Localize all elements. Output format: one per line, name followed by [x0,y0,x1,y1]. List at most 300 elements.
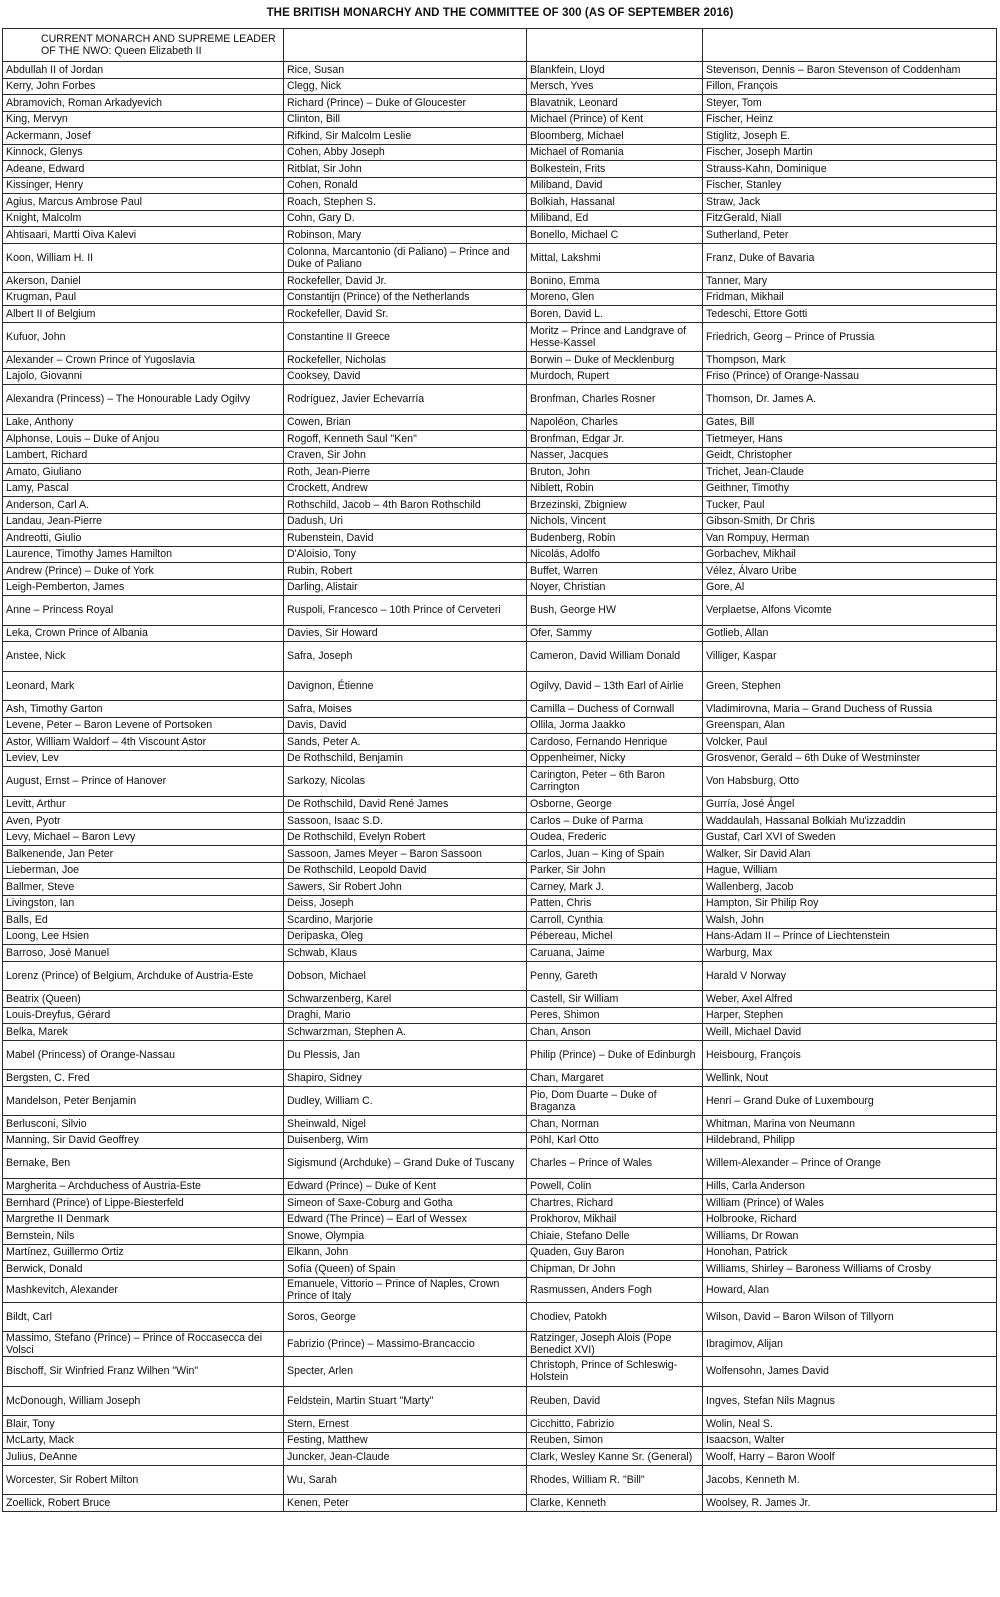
table-cell: Edward (The Prince) – Earl of Wessex [284,1211,527,1228]
table-cell: Rodríguez, Javier Echevarría [284,385,527,415]
table-cell: Balls, Ed [3,912,284,929]
table-cell: Oudea, Frederic [527,829,703,846]
table-cell: Blankfein, Lloyd [527,62,703,79]
table-cell: Amato, Giuliano [3,464,284,481]
table-cell: D'Aloisio, Tony [284,546,527,563]
table-cell: Carington, Peter – 6th Baron Carrington [527,767,703,797]
table-cell: Fischer, Heinz [703,111,997,128]
table-cell: Andreotti, Giulio [3,530,284,547]
table-cell: Bernstein, Nils [3,1228,284,1245]
table-cell: Louis-Dreyfus, Gérard [3,1007,284,1024]
table-row [3,464,997,481]
table-cell: Weill, Michael David [703,1024,997,1041]
table-cell: Greenspan, Alan [703,717,997,734]
table-cell: Duisenberg, Wim [284,1132,527,1149]
table-cell: De Rothschild, Leopold David [284,862,527,879]
table-cell: Isaacson, Walter [703,1432,997,1449]
table-cell: Gurría, José Ángel [703,796,997,813]
table-cell: Astor, William Waldorf – 4th Viscount Astor [3,734,284,751]
table-cell: Weber, Axel Alfred [703,991,997,1008]
table-row [3,306,997,323]
table-cell: Rubenstein, David [284,530,527,547]
table-cell: Bernhard (Prince) of Lippe-Biesterfeld [3,1195,284,1212]
table-cell: Crockett, Andrew [284,480,527,497]
table-cell: Rockefeller, David Jr. [284,273,527,290]
table-cell: Mandelson, Peter Benjamin [3,1086,284,1116]
table-cell: Dudley, William C. [284,1086,527,1116]
table-cell: Schwab, Klaus [284,945,527,962]
table-cell: Specter, Arlen [284,1357,527,1387]
table-cell: Oppenheimer, Nicky [527,750,703,767]
table-row [3,796,997,813]
table-cell: Peres, Shimon [527,1007,703,1024]
table-cell: Heisbourg, François [703,1040,997,1070]
table-cell: Christoph, Prince of Schleswig-Holstein [527,1357,703,1387]
table-cell: Dadush, Uri [284,513,527,530]
table-cell: Vélez, Álvaro Uribe [703,563,997,580]
table-cell: Wolfensohn, James David [703,1357,997,1387]
table-cell: Clark, Wesley Kanne Sr. (General) [527,1449,703,1466]
table-cell: Anne – Princess Royal [3,596,284,626]
table-cell: Bernake, Ben [3,1149,284,1179]
table-cell: Michael (Prince) of Kent [527,111,703,128]
table-cell: Howard, Alan [703,1277,997,1302]
table-cell: Osborne, George [527,796,703,813]
table-cell: Cohen, Abby Joseph [284,144,527,161]
table-cell: Tanner, Mary [703,273,997,290]
table-cell: Ruspoli, Francesco – 10th Prince of Cerveteri [284,596,527,626]
table-cell: Honohan, Patrick [703,1244,997,1261]
table-cell: Friedrich, Georg – Prince of Prussia [703,322,997,352]
table-cell: Bloomberg, Michael [527,128,703,145]
table-cell: Pöhl, Karl Otto [527,1132,703,1149]
table-cell: Henri – Grand Duke of Luxembourg [703,1086,997,1116]
table-cell: Chodiev, Patokh [527,1302,703,1332]
table-cell: Ahtisaari, Martti Oiva Kalevi [3,227,284,244]
table-cell: Adeane, Edward [3,161,284,178]
table-row [3,1024,997,1041]
table-cell: Sheinwald, Nigel [284,1116,527,1133]
table-cell: Margherita – Archduchess of Austria-Este [3,1178,284,1195]
table-cell: Michael of Romania [527,144,703,161]
table-cell: Thomson, Dr. James A. [703,385,997,415]
table-cell: Harald V Norway [703,961,997,991]
table-cell: Brzezinski, Zbigniew [527,497,703,514]
table-cell: Chan, Anson [527,1024,703,1041]
table-cell: Steyer, Tom [703,95,997,112]
table-cell: Ritblat, Sir John [284,161,527,178]
table-cell: Gorbachev, Mikhail [703,546,997,563]
table-row [3,1228,997,1245]
table-cell: Colonna, Marcantonio (di Paliano) – Prince and Duke of Paliano [284,243,527,273]
table-row [3,128,997,145]
table-cell: Massimo, Stefano (Prince) – Prince of Roccasecca dei Volsci [3,1332,284,1357]
table-row [3,1116,997,1133]
table-cell: Geithner, Timothy [703,480,997,497]
table-cell: Patten, Chris [527,895,703,912]
table-cell: Balkenende, Jan Peter [3,846,284,863]
table-cell: Hans-Adam II – Prince of Liechtenstein [703,928,997,945]
table-cell: Roth, Jean-Pierre [284,464,527,481]
table-cell: Fabrizio (Prince) – Massimo-Brancaccio [284,1332,527,1357]
table-cell: De Rothschild, Benjamin [284,750,527,767]
members-table-body [3,29,997,1512]
table-row [3,78,997,95]
table-row [3,991,997,1008]
table-row [3,1277,997,1302]
table-cell: Chartres, Richard [527,1195,703,1212]
table-cell: Anstee, Nick [3,642,284,672]
document-title: THE BRITISH MONARCHY AND THE COMMITTEE OF 300 (AS OF SEPTEMBER 2016) [266,7,734,19]
table-cell: Bronfman, Edgar Jr. [527,431,703,448]
table-cell: Abramovich, Roman Arkadyevich [3,95,284,112]
table-cell: Mersch, Yves [527,78,703,95]
table-cell: Tietmeyer, Hans [703,431,997,448]
table-row [3,1149,997,1179]
table-cell: Simeon of Saxe-Coburg and Gotha [284,1195,527,1212]
table-cell: Shapiro, Sidney [284,1070,527,1087]
table-cell: Bergsten, C. Fred [3,1070,284,1087]
table-cell: Mashkevitch, Alexander [3,1277,284,1302]
table-row [3,625,997,642]
table-cell: Levy, Michael – Baron Levy [3,829,284,846]
table-cell: Bonello, Michael C [527,227,703,244]
table-cell: Rockefeller, David Sr. [284,306,527,323]
table-cell: Tedeschi, Ettore Gotti [703,306,997,323]
table-cell: Davies, Sir Howard [284,625,527,642]
table-row [3,895,997,912]
table-cell: Pio, Dom Duarte – Duke of Braganza [527,1086,703,1116]
table-cell: Bush, George HW [527,596,703,626]
table-cell: Fischer, Stanley [703,177,997,194]
table-cell: Ollila, Jorma Jaakko [527,717,703,734]
table-cell: Cameron, David William Donald [527,642,703,672]
table-cell: Draghi, Mario [284,1007,527,1024]
table-row [3,1086,997,1116]
table-cell: Soros, George [284,1302,527,1332]
table-cell: August, Ernst – Prince of Hanover [3,767,284,797]
table-cell: Carney, Mark J. [527,879,703,896]
table-cell: Sutherland, Peter [703,227,997,244]
table-row [3,95,997,112]
table-cell: Davignon, Étienne [284,671,527,701]
table-cell: Sawers, Sir Robert John [284,879,527,896]
table-row [3,563,997,580]
table-cell: Gates, Bill [703,414,997,431]
table-cell: Pébereau, Michel [527,928,703,945]
table-row [3,447,997,464]
table-cell: Landau, Jean-Pierre [3,513,284,530]
table-cell: Koon, William H. II [3,243,284,273]
table-cell: Carlos – Duke of Parma [527,813,703,830]
table-cell: Walker, Sir David Alan [703,846,997,863]
table-cell: Leigh-Pemberton, James [3,579,284,596]
table-cell: Berwick, Donald [3,1261,284,1278]
table-cell: Edward (Prince) – Duke of Kent [284,1178,527,1195]
header-empty-cell [703,29,997,62]
table-cell: Clegg, Nick [284,78,527,95]
table-row [3,862,997,879]
table-cell: Whitman, Marina von Neumann [703,1116,997,1133]
table-cell: Parker, Sir John [527,862,703,879]
table-row [3,227,997,244]
table-cell: Ratzinger, Joseph Alois (Pope Benedict XVI) [527,1332,703,1357]
table-cell: Moreno, Glen [527,289,703,306]
table-row [3,928,997,945]
table-cell: Martínez, Guillermo Ortiz [3,1244,284,1261]
table-row [3,1261,997,1278]
table-row [3,596,997,626]
table-cell: Rhodes, William R. "Bill" [527,1465,703,1495]
table-cell: Jacobs, Kenneth M. [703,1465,997,1495]
table-cell: De Rothschild, Evelyn Robert [284,829,527,846]
table-row [3,579,997,596]
table-row [3,1195,997,1212]
table-cell: Worcester, Sir Robert Milton [3,1465,284,1495]
table-cell: Green, Stephen [703,671,997,701]
table-row [3,717,997,734]
table-cell: Kenen, Peter [284,1495,527,1512]
table-cell: Chipman, Dr John [527,1261,703,1278]
table-cell: Zoellick, Robert Bruce [3,1495,284,1512]
table-cell: Bruton, John [527,464,703,481]
table-row [3,289,997,306]
table-row [3,546,997,563]
table-cell: Hills, Carla Anderson [703,1178,997,1195]
table-cell: Margrethe II Denmark [3,1211,284,1228]
table-cell: Blavatnik, Leonard [527,95,703,112]
members-table [2,28,997,1512]
table-cell: Carroll, Cynthia [527,912,703,929]
table-cell: McLarty, Mack [3,1432,284,1449]
table-cell: Miliband, Ed [527,210,703,227]
table-row [3,161,997,178]
table-cell: Thompson, Mark [703,352,997,369]
table-cell: Emanuele, Vittorio – Prince of Naples, Crown Prince of Italy [284,1277,527,1302]
table-cell: Charles – Prince of Wales [527,1149,703,1179]
table-cell: Napoléon, Charles [527,414,703,431]
table-cell: Darling, Alistair [284,579,527,596]
table-row [3,1211,997,1228]
table-cell: Ofer, Sammy [527,625,703,642]
table-cell: Kissinger, Henry [3,177,284,194]
table-cell: Robinson, Mary [284,227,527,244]
table-cell: Noyer, Christian [527,579,703,596]
table-row [3,767,997,797]
table-cell: Castell, Sir William [527,991,703,1008]
table-cell: Sands, Peter A. [284,734,527,751]
table-cell: De Rothschild, David René James [284,796,527,813]
table-row [3,879,997,896]
table-cell: Ogilvy, David – 13th Earl of Airlie [527,671,703,701]
table-cell: Williams, Dr Rowan [703,1228,997,1245]
table-cell: Hague, William [703,862,997,879]
table-row [3,1449,997,1466]
table-cell: Hampton, Sir Philip Roy [703,895,997,912]
table-cell: Reuben, Simon [527,1432,703,1449]
table-cell: Lieberman, Joe [3,862,284,879]
table-cell: Laurence, Timothy James Hamilton [3,546,284,563]
table-cell: Willem-Alexander – Prince of Orange [703,1149,997,1179]
table-cell: Borwin – Duke of Mecklenburg [527,352,703,369]
table-cell: Philip (Prince) – Duke of Edinburgh [527,1040,703,1070]
table-row [3,111,997,128]
table-cell: Sassoon, Isaac S.D. [284,813,527,830]
table-cell: Ballmer, Steve [3,879,284,896]
table-cell: Strauss-Kahn, Dominique [703,161,997,178]
table-row [3,194,997,211]
table-cell: Krugman, Paul [3,289,284,306]
table-cell: Franz, Duke of Bavaria [703,243,997,273]
table-cell: Cohn, Gary D. [284,210,527,227]
table-cell: Murdoch, Rupert [527,368,703,385]
table-cell: Leonard, Mark [3,671,284,701]
table-cell: Tucker, Paul [703,497,997,514]
table-cell: Du Plessis, Jan [284,1040,527,1070]
table-cell: Belka, Marek [3,1024,284,1041]
table-row [3,912,997,929]
table-cell: Festing, Matthew [284,1432,527,1449]
table-cell: Kerry, John Forbes [3,78,284,95]
table-cell: Sassoon, James Meyer – Baron Sassoon [284,846,527,863]
table-cell: Chan, Margaret [527,1070,703,1087]
table-cell: Barroso, José Manuel [3,945,284,962]
table-cell: Gotlieb, Allan [703,625,997,642]
table-cell: Andrew (Prince) – Duke of York [3,563,284,580]
table-cell: Trichet, Jean-Claude [703,464,997,481]
table-cell: Rice, Susan [284,62,527,79]
table-cell: FitzGerald, Niall [703,210,997,227]
table-row [3,829,997,846]
table-cell: Leka, Crown Prince of Albania [3,625,284,642]
table-cell: Rothschild, Jacob – 4th Baron Rothschild [284,497,527,514]
table-row [3,1495,997,1512]
table-cell: Camilla – Duchess of Cornwall [527,701,703,718]
table-cell: Rogoff, Kenneth Saul "Ken" [284,431,527,448]
table-cell: Aven, Pyotr [3,813,284,830]
table-row [3,734,997,751]
table-cell: Lajolo, Giovanni [3,368,284,385]
table-cell: Ackermann, Josef [3,128,284,145]
table-cell: Schwarzenberg, Karel [284,991,527,1008]
table-cell: Woolf, Harry – Baron Woolf [703,1449,997,1466]
table-cell: Manning, Sir David Geoffrey [3,1132,284,1149]
table-row [3,642,997,672]
table-cell: Straw, Jack [703,194,997,211]
table-cell: Levene, Peter – Baron Levene of Portsoken [3,717,284,734]
table-row [3,1040,997,1070]
table-cell: Caruana, Jaime [527,945,703,962]
table-row [3,513,997,530]
table-row [3,961,997,991]
table-cell: Ingves, Stefan Nils Magnus [703,1386,997,1416]
table-cell: Woolsey, R. James Jr. [703,1495,997,1512]
table-row [3,846,997,863]
table-row [3,368,997,385]
table-cell: Cooksey, David [284,368,527,385]
table-cell: Constantine II Greece [284,322,527,352]
table-cell: Sofía (Queen) of Spain [284,1261,527,1278]
table-cell: Beatrix (Queen) [3,991,284,1008]
table-cell: Wellink, Nout [703,1070,997,1087]
table-row [3,144,997,161]
table-cell: Fridman, Mikhail [703,289,997,306]
table-cell: McDonough, William Joseph [3,1386,284,1416]
table-cell: Cohen, Ronald [284,177,527,194]
table-cell: Rasmussen, Anders Fogh [527,1277,703,1302]
table-cell: Sarkozy, Nicolas [284,767,527,797]
table-cell: Loong, Lee Hsien [3,928,284,945]
table-cell: Kinnock, Glenys [3,144,284,161]
table-cell: Safra, Moises [284,701,527,718]
table-cell: Lorenz (Prince) of Belgium, Archduke of Austria-Este [3,961,284,991]
table-cell: Wu, Sarah [284,1465,527,1495]
table-cell: Gore, Al [703,579,997,596]
table-cell: Alexandra (Princess) – The Honourable Lady Ogilvy [3,385,284,415]
header-empty-cell [527,29,703,62]
table-cell: Van Rompuy, Herman [703,530,997,547]
table-cell: Boren, David L. [527,306,703,323]
table-cell: Prokhorov, Mikhail [527,1211,703,1228]
table-cell: Vladimirovna, Maria – Grand Duchess of Russia [703,701,997,718]
table-cell: Verplaetse, Alfons Vicomte [703,596,997,626]
table-cell: Clinton, Bill [284,111,527,128]
table-cell: Rifkind, Sir Malcolm Leslie [284,128,527,145]
table-row [3,322,997,352]
table-cell: Geidt, Christopher [703,447,997,464]
table-cell: Levitt, Arthur [3,796,284,813]
table-cell: Walsh, John [703,912,997,929]
table-cell: Feldstein, Martin Stuart "Marty" [284,1386,527,1416]
table-cell: Villiger, Kaspar [703,642,997,672]
table-row [3,62,997,79]
table-cell: Clarke, Kenneth [527,1495,703,1512]
table-cell: Bolkestein, Frits [527,161,703,178]
table-cell: Nicolás, Adolfo [527,546,703,563]
table-cell: Cicchitto, Fabrizio [527,1416,703,1433]
table-row [3,273,997,290]
table-cell: Schwarzman, Stephen A. [284,1024,527,1041]
table-cell: Budenberg, Robin [527,530,703,547]
table-cell: Bronfman, Charles Rosner [527,385,703,415]
table-row [3,1386,997,1416]
table-cell: Ibragimov, Alijan [703,1332,997,1357]
table-row [3,1070,997,1087]
table-cell: Fischer, Joseph Martin [703,144,997,161]
table-cell: Deripaska, Oleg [284,928,527,945]
table-row [3,701,997,718]
table-cell: Cowen, Brian [284,414,527,431]
table-cell: Quaden, Guy Baron [527,1244,703,1261]
table-row [3,352,997,369]
table-row [3,1244,997,1261]
table-cell: Elkann, John [284,1244,527,1261]
table-cell: Lambert, Richard [3,447,284,464]
table-cell: Carlos, Juan – King of Spain [527,846,703,863]
table-cell: Harper, Stephen [703,1007,997,1024]
table-cell: Deiss, Joseph [284,895,527,912]
table-cell: Davis, David [284,717,527,734]
table-row [3,480,997,497]
table-cell: Cardoso, Fernando Henrique [527,734,703,751]
table-row [3,530,997,547]
table-cell: Penny, Gareth [527,961,703,991]
table-cell: Nichols, Vincent [527,513,703,530]
table-cell: Lamy, Pascal [3,480,284,497]
table-cell: Lake, Anthony [3,414,284,431]
table-cell: Dobson, Michael [284,961,527,991]
table-cell: Friso (Prince) of Orange-Nassau [703,368,997,385]
